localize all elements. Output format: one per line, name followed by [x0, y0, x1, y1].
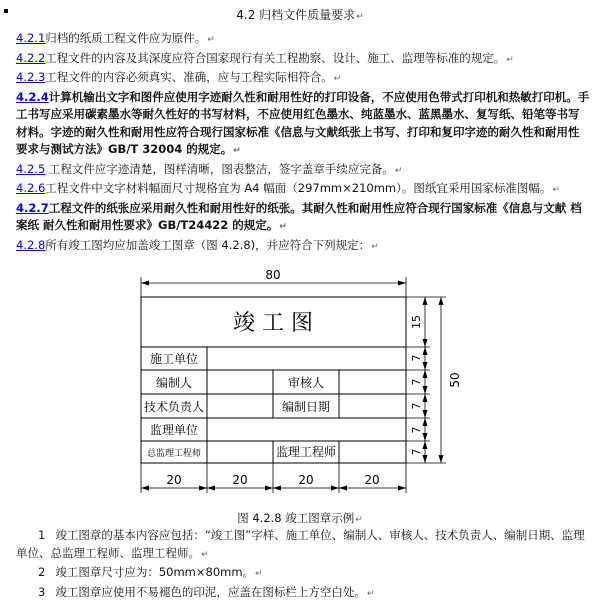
label-compile-date: 编制日期 [281, 400, 331, 414]
clause-number: 4.2.8 [16, 237, 46, 252]
label-chief-supervisor: 总监理工程师 [146, 449, 202, 459]
clause-text: 工程文件的内容必须真实、准确，应与工程实际相符合。 [45, 70, 333, 84]
clause-text: 工程文件的内容及其深度应符合国家现行有关工程勘察、设计、施工、监理等标准的规定。 [45, 50, 506, 65]
note-number: 1 [38, 528, 46, 542]
clause-text: 工程文件的纸张应采用耐久性和耐用性好的纸张。其耐久性和耐用性应符合现行国家标准《信息与文献 档案纸 耐久性和耐用性要求》GB/T24422 的规定。 [16, 200, 582, 232]
clause-number: 4.2.2 [16, 50, 46, 65]
note-number: 3 [38, 584, 46, 599]
paragraph-mark: ↵ [255, 569, 263, 579]
paragraph-mark: ↵ [333, 74, 342, 84]
note-text: 竣工图章尺寸应为：50mm×80mm。 [55, 565, 255, 579]
label-tech-lead: 技术负责人 [143, 400, 205, 414]
dim-row-label-3: 7 [410, 402, 423, 410]
dim-height-label: 50 [448, 372, 462, 388]
paragraph-mark: ↵ [201, 549, 209, 560]
clause-text: 计算机输出文字和图件应使用字迹耐久性和耐用性好的打印设备，不应使用色带式打印机和热敏打印机。手工书写应采用碳素墨水等耐久性好的书写材料，不应使用红色墨水、纯蓝墨水、蓝黑墨水、复写纸、铅笔等书写材料。字迹的耐久性和耐用性应符合现行国家标准《信息与文献纸张上书写、打印和复印字迹的耐久性和耐用性要求与测试方法》GB/T 32004 的规定。 [16, 89, 590, 156]
dim-width-label: 80 [265, 268, 281, 282]
clause-text: 工程文件中文字材料幅面尺寸规格宜为 A4 幅面（297mm×210mm）。图纸宜采用国家标准图幅。 [45, 181, 552, 195]
clause-number: 4.2.6 [16, 181, 46, 195]
section-title: 4.2 归档文件质量要求↵ [236, 8, 364, 22]
figure-caption: 图 4.2.8 竣工图章示例↵ [237, 511, 363, 525]
label-supervision-unit: 监理单位 [149, 423, 199, 437]
label-supervisor-engineer: 监理工程师 [275, 445, 337, 459]
clause-number: 4.2.1 [16, 31, 46, 45]
paragraph-mark: ↵ [366, 588, 375, 599]
note-text: 竣工图章的基本内容应包括：“竣工图”字样、施工单位、编制人、审核人、技术负责人、编制日期、监理单位、总监理工程师、监理工程师。 [16, 528, 585, 560]
dim-col-label-4: 20 [364, 473, 380, 487]
label-construction-unit: 施工单位 [149, 352, 199, 366]
dim-row-label-2: 7 [410, 378, 423, 386]
clause-number: 4.2.3 [16, 70, 46, 84]
dim-title-row-label: 15 [410, 315, 423, 329]
clause-number: 4.2.5 [16, 161, 46, 176]
paragraph-mark: ↵ [279, 222, 287, 232]
label-reviewer: 审核人 [287, 376, 325, 390]
stamp-title: 竣 工 图 [233, 311, 313, 336]
note-2 [16, 564, 590, 584]
dim-col-label-2: 20 [232, 473, 248, 487]
clause-number: 4.2.4 [16, 89, 49, 104]
dim-col-label-3: 20 [298, 473, 314, 487]
clause-text: 工程文件应字迹清楚，图样清晰，图表整洁，签字盖章手续应完备。 [45, 161, 394, 176]
paragraph-mark: ↵ [233, 146, 241, 156]
clause-number: 4.2.7 [16, 200, 49, 215]
paragraph-mark: ↵ [207, 35, 215, 45]
dim-row-label-4: 7 [410, 426, 423, 434]
paragraph-mark: ↵ [371, 241, 379, 252]
note-number: 2 [38, 565, 46, 579]
notes-list [16, 527, 590, 603]
dim-row-label-5: 7 [410, 448, 423, 456]
paragraph-mark: ↵ [394, 165, 403, 176]
clause-text: 所有竣工图均应加盖竣工图章（图 4.2.8)，并应符合下列规定： [45, 237, 371, 252]
note-text: 竣工图章应使用不易褪色的印泥，应盖在图标栏上方空白处。 [55, 584, 366, 599]
dim-col-label-1: 20 [166, 473, 182, 487]
paragraph-mark: ↵ [552, 185, 560, 195]
dim-row-label-1: 7 [410, 354, 423, 362]
note-1 [16, 527, 590, 564]
note-3 [16, 584, 590, 604]
clause-text: 归档的纸质工程文件应为原件。 [45, 31, 207, 45]
label-compiler: 编制人 [155, 376, 193, 390]
paragraph-mark: ↵ [506, 54, 514, 65]
